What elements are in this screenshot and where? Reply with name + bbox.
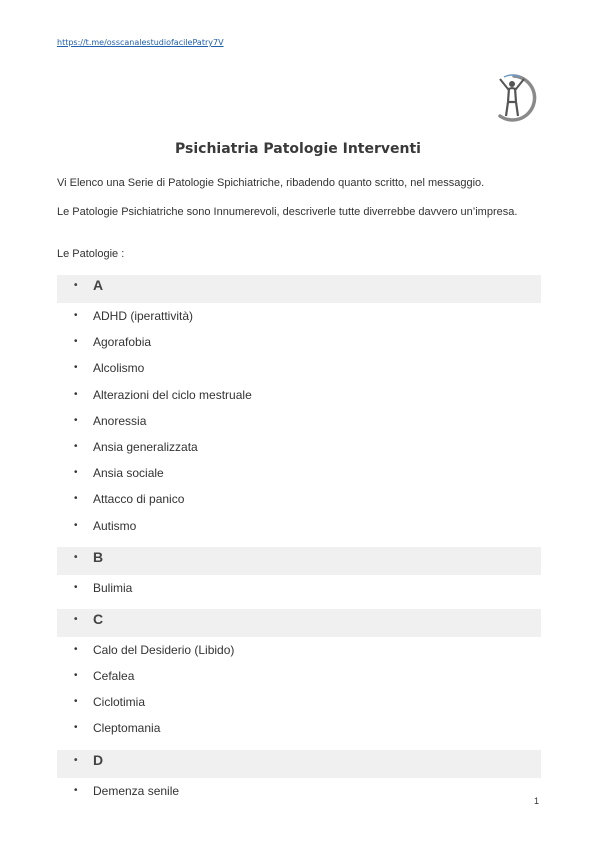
pathology-list-item: • Ansia generalizzata — [57, 437, 541, 463]
pathology-list-item: • Alterazioni del ciclo mestruale — [57, 385, 541, 411]
pathology-list-item: • Cefalea — [57, 666, 541, 692]
pathology-list-item: • Agorafobia — [57, 332, 541, 358]
letter-section-header: • B — [57, 547, 541, 575]
description-paragraph: Le Patologie Psichiatriche sono Innumerevoli, descriverle tutte diverrebbe davvero un’impresa. — [57, 206, 518, 218]
pathology-list-item: • Bulimia — [57, 578, 541, 604]
pathology-list-item: • Anoressia — [57, 411, 541, 437]
page-number: 1 — [534, 796, 540, 806]
letter-section-header: • C — [57, 609, 541, 637]
pathology-list-item: • Alcolismo — [57, 358, 541, 384]
pathology-list-item: • ADHD (iperattività) — [57, 306, 541, 332]
page-title: Psichiatria Patologie Interventi — [175, 141, 421, 157]
pathology-list-item: • Ciclotimia — [57, 692, 541, 718]
pathology-list — [57, 275, 541, 807]
list-heading: Le Patologie : — [57, 248, 125, 260]
pathology-list-item: • Calo del Desiderio (Libido) — [57, 640, 541, 666]
pathology-list-item: • Cleptomania — [57, 718, 541, 744]
pathology-list-item: • Ansia sociale — [57, 463, 541, 489]
telegram-link[interactable]: https://t.me/osscanalestudiofacilePatry7V — [57, 38, 224, 47]
vitruvian-figure-logo-icon — [486, 72, 538, 124]
letter-section-header: • A — [57, 275, 541, 303]
letter-section-header: • D — [57, 750, 541, 778]
pathology-list-item: • Attacco di panico — [57, 489, 541, 515]
pathology-list-item: • Demenza senile — [57, 781, 541, 807]
intro-paragraph: Vi Elenco una Serie di Patologie Spichiatriche, ribadendo quanto scritto, nel messaggio. — [57, 177, 485, 189]
pathology-list-item: • Autismo — [57, 516, 541, 542]
